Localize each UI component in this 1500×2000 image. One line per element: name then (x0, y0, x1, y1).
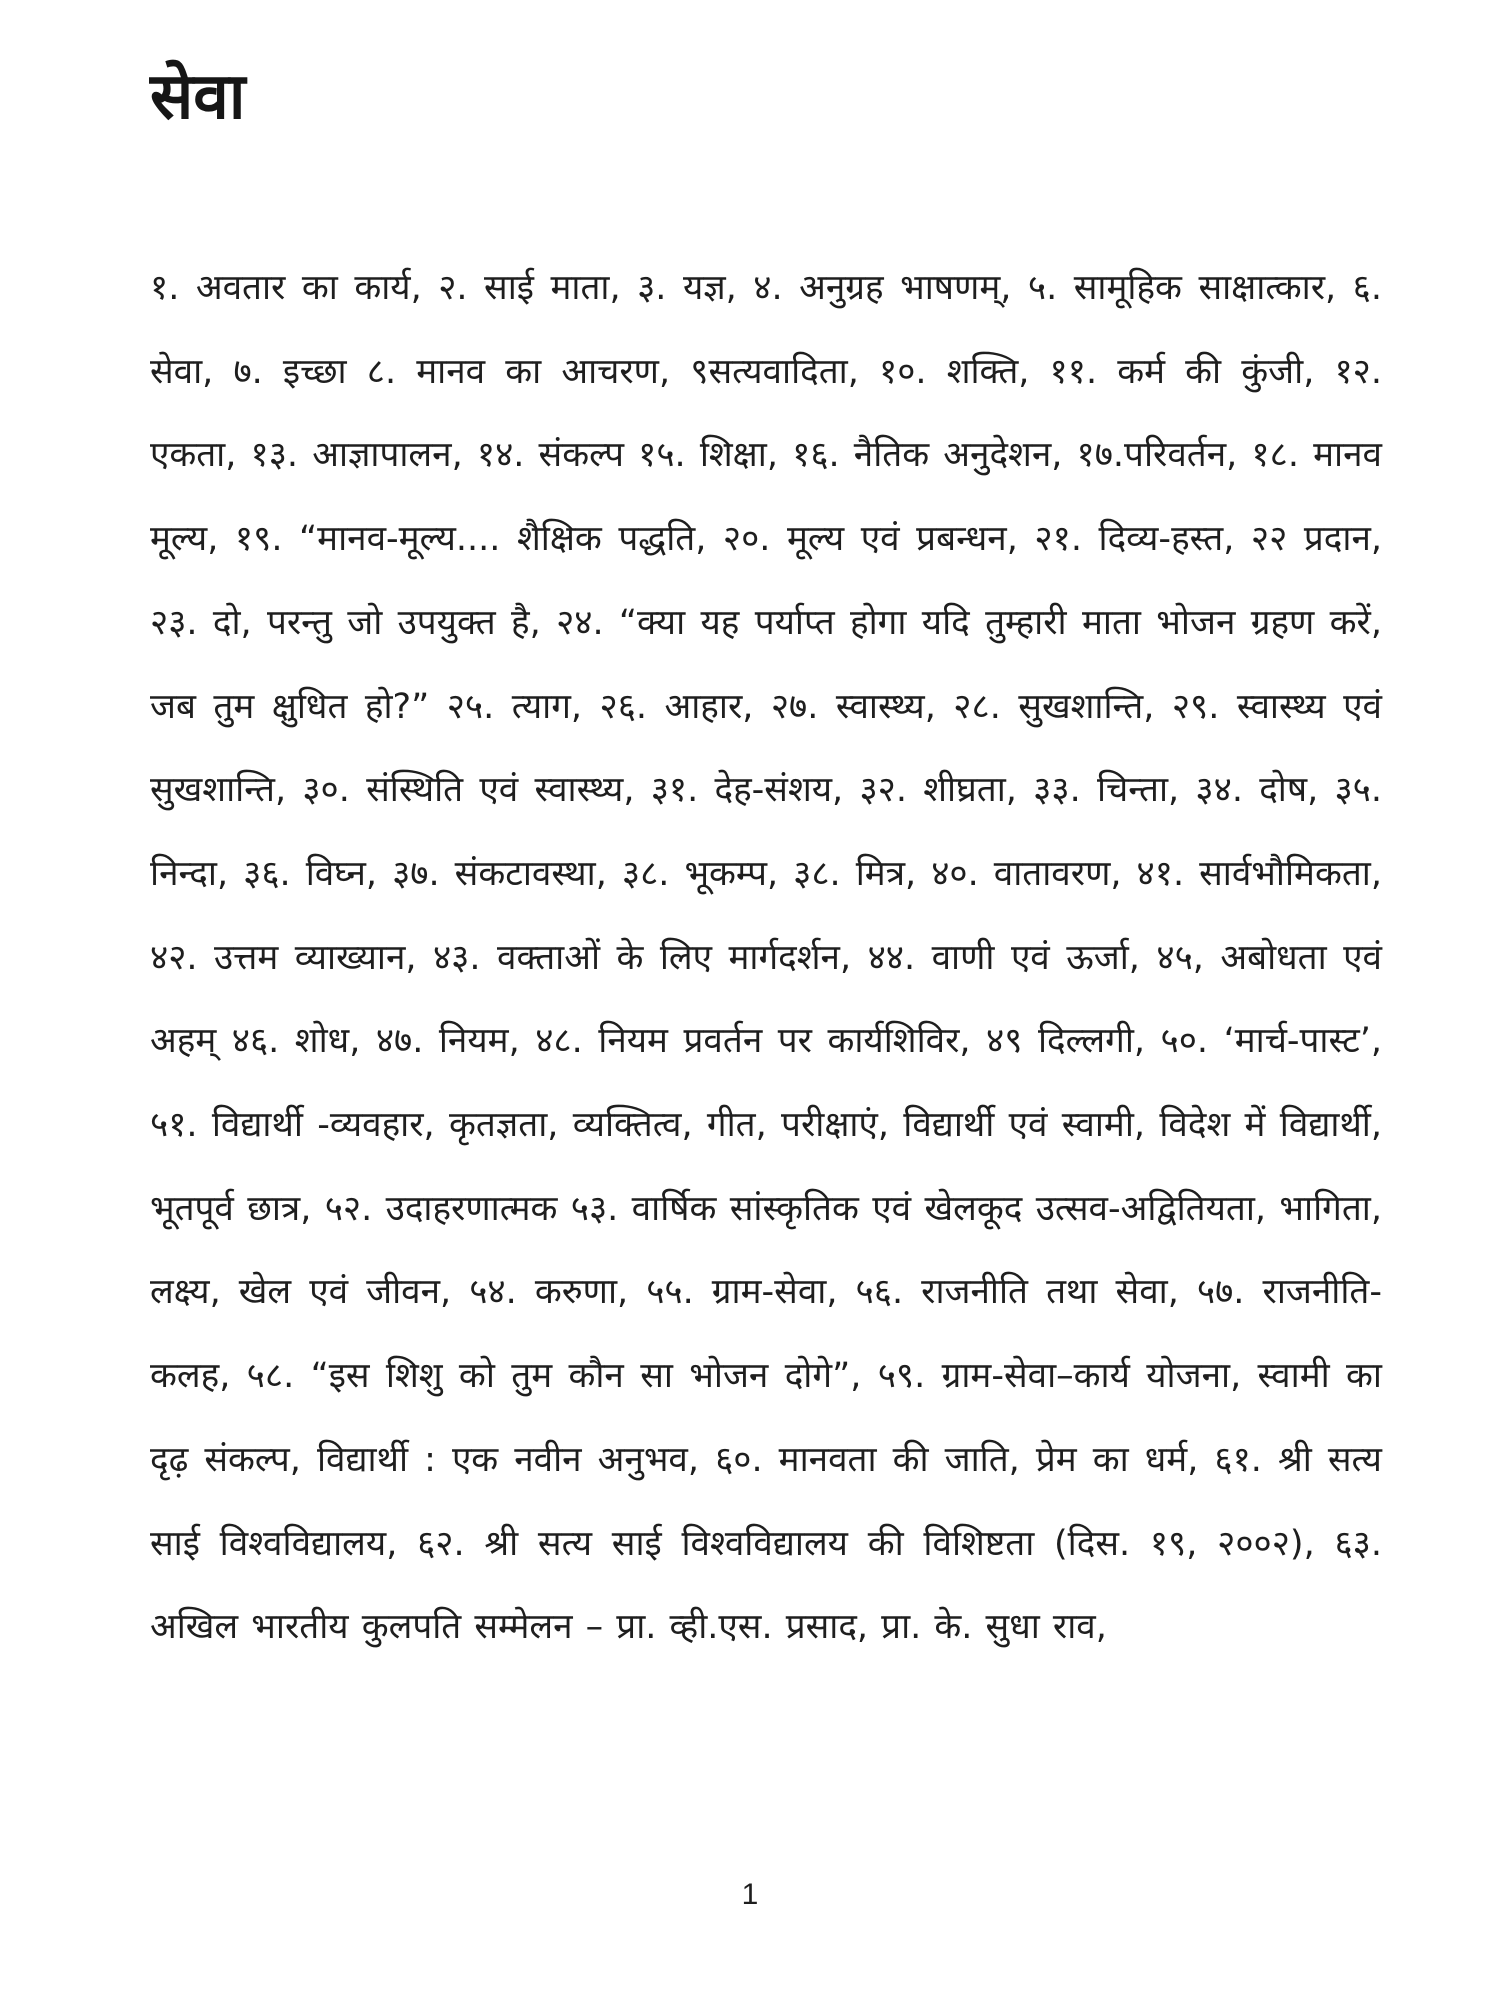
page-title: सेवा (150, 60, 246, 134)
contents-paragraph: १. अवतार का कार्य, २. साई माता, ३. यज्ञ, ४. अनुग्रह भाषणम्, ५. सामूहिक साक्षात्कार, ६. सेवा, ७. इच्छा ८. मानव का आचरण, ९सत्यवादिता, १०. शक्ति, ११. कर्म की कुंजी, १२. एकता, १३. आज्ञापालन, १४. संकल्प १५. शिक्षा, १६. नैतिक अनुदेशन, १७.परिवर्तन, १८. मानव मूल्य, १९. “मानव-मूल्य.... शैक्षिक पद्धति, २०. मूल्य एवं प्रबन्धन, २१. दिव्य-हस्त, २२ प्रदान, २३. दो, परन्तु जो उपयुक्त है, २४. “क्या यह पर्याप्त होगा यदि तुम्हारी माता भोजन ग्रहण करें, जब तुम क्षुधित हो?” २५. त्याग, २६. आहार, २७. स्वास्थ्य, २८. सुखशान्ति, २९. स्वास्थ्य एवं सुखशान्ति, ३०. संस्थिति एवं स्वास्थ्य, ३१. देह-संशय, ३२. शीघ्रता, ३३. चिन्ता, ३४. दोष, ३५. निन्दा, ३६. विघ्न, ३७. संकटावस्था, ३८. भूकम्प, ३८. मित्र, ४०. वातावरण, ४१. सार्वभौमिकता, ४२. उत्तम व्याख्यान, ४३. वक्ताओं के लिए मार्गदर्शन, ४४. वाणी एवं ऊर्जा, ४५, अबोधता एवं अहम् ४६. शोध, ४७. नियम, ४८. नियम प्रवर्तन पर कार्यशिविर, ४९ दिल्लगी, ५०. ‘मार्च-पास्ट’, ५१. विद्यार्थी -व्यवहार, कृतज्ञता, व्यक्तित्व, गीत, परीक्षाएं, विद्यार्थी एवं स्वामी, विदेश में विद्यार्थी, भूतपूर्व छात्र, ५२. उदाहरणात्मक ५३. वार्षिक सांस्कृतिक एवं खेलकूद उत्सव-अद्वितियता, भागिता, लक्ष्य, खेल एवं जीवन, ५४. करुणा, ५५. ग्राम-सेवा, ५६. राजनीति तथा सेवा, ५७. राजनीति-कलह, ५८. “इस शिशु को तुम कौन सा भोजन दोगे”, ५९. ग्राम-सेवा–कार्य योजना, स्वामी का दृढ़ संकल्प, विद्यार्थी : एक नवीन अनुभव, ६०. मानवता की जाति, प्रेम का धर्म, ६१. श्री सत्य साई विश्वविद्यालय, ६२. श्री सत्य साई विश्वविद्यालय की विशिष्टता (दिस. १९, २००२), ६३. अखिल भारतीय कुलपति सम्मेलन – प्रा. व्ही.एस. प्रसाद, प्रा. के. सुधा राव, (150, 268, 1382, 1648)
page-number: 1 (741, 1878, 759, 1911)
